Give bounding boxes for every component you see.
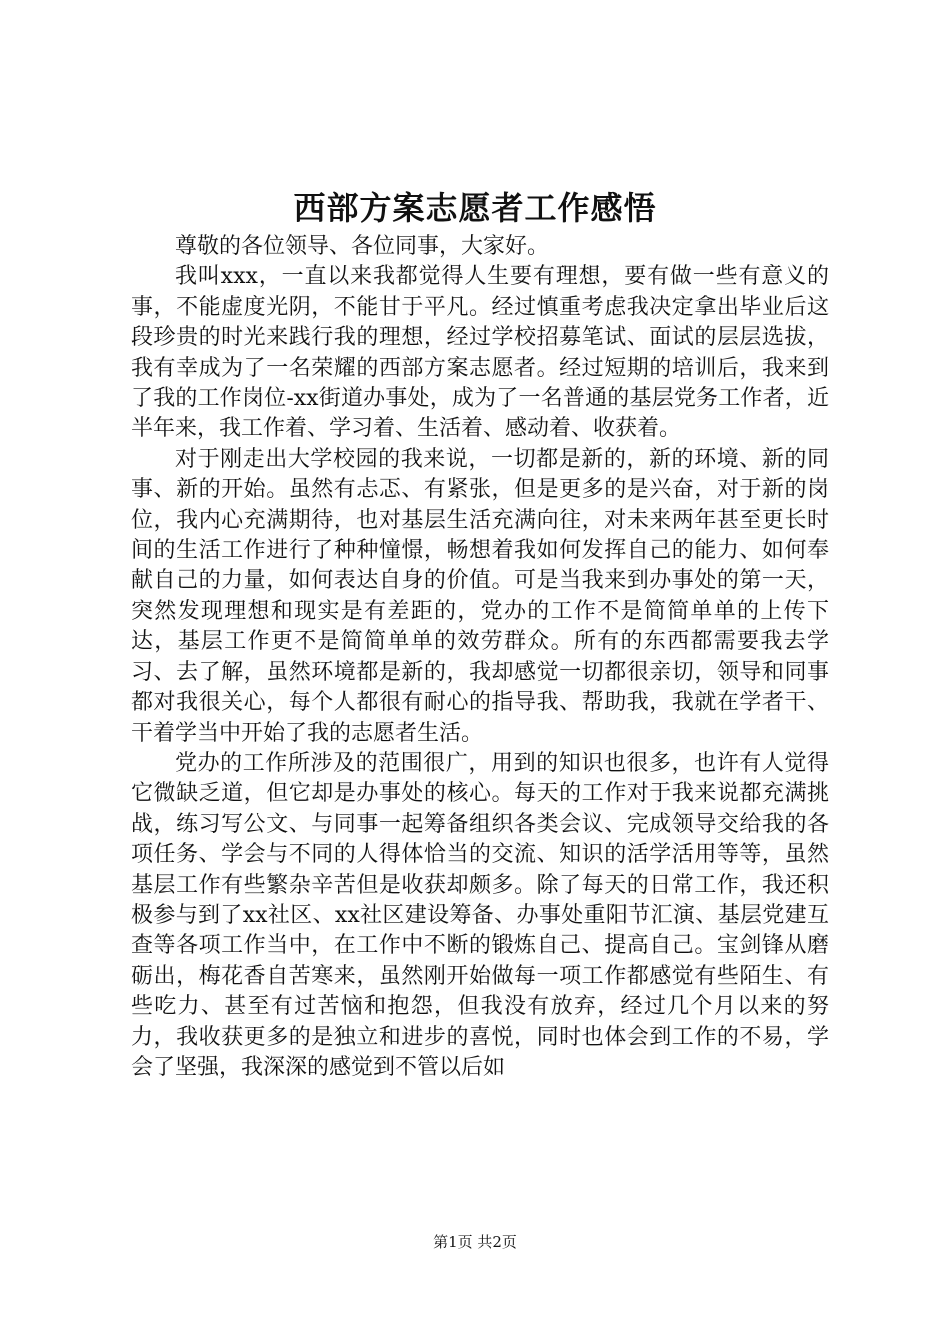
document-body	[131, 232, 829, 1083]
paragraph-work-experience: 党办的工作所涉及的范围很广，用到的知识也很多，也许有人觉得它微缺乏道，但它却是办事处的核心。每天的工作对于我来说都充满挑战，练习写公文、与同事一起筹备组织各类会议、完成领导交给我的各项任务、学会与不同的人得体恰当的交流、知识的活学活用等等，虽然基层工作有些繁杂辛苦但是收获却颇多。除了每天的日常工作，我还积极参与到了xx社区、xx社区建设筹备、办事处重阳节汇演、基层党建互查等各项工作当中，在工作中不断的锻炼自己、提高自己。宝剑锋从磨砺出，梅花香自苦寒来，虽然刚开始做每一项工作都感觉有些陌生、有些吃力、甚至有过苦恼和抱怨，但我没有放弃，经过几个月以来的努力，我收获更多的是独立和进步的喜悦，同时也体会到工作的不易，学会了坚强，我深深的感觉到不管以后如	[131, 750, 829, 1080]
page-number-footer: 第1页 共2页	[433, 1233, 517, 1251]
paragraph-introduction: 我叫xxx，一直以来我都觉得人生要有理想，要有做一些有意义的事，不能虚度光阴，不能甘于平凡。经过慎重考虑我决定拿出毕业后这段珍贵的时光来践行我的理想，经过学校招募笔试、面试的层层选拔，我有幸成为了一名荣耀的西部方案志愿者。经过短期的培训后，我来到了我的工作岗位-xx街道办事处，成为了一名普通的基层党务工作者，近半年来，我工作着、学习着、生活着、感动着、收获着。	[131, 264, 829, 442]
paragraph-first-impressions: 对于刚走出大学校园的我来说，一切都是新的，新的环境、新的同事、新的开始。虽然有忐忑、有紧张，但是更多的是兴奋，对于新的岗位，我内心充满期待，也对基层生活充满向往，对未来两年甚至更长时间的生活工作进行了种种憧憬，畅想着我如何发挥自己的能力、如何奉献自己的力量，如何表达自身的价值。可是当我来到办事处的第一天，突然发现理想和现实是有差距的，党办的工作不是简简单单的上传下达，基层工作更不是简简单单的效劳群众。所有的东西都需要我去学习、去了解，虽然环境都是新的，我却感觉一切都很亲切，领导和同事都对我很关心，每个人都很有耐心的指导我、帮助我，我就在学者干、干着学当中开始了我的志愿者生活。	[131, 446, 829, 746]
paragraph-greeting: 尊敬的各位领导、各位同事，大家好。	[175, 234, 550, 259]
document-title: 西部方案志愿者工作感悟	[293, 189, 657, 227]
